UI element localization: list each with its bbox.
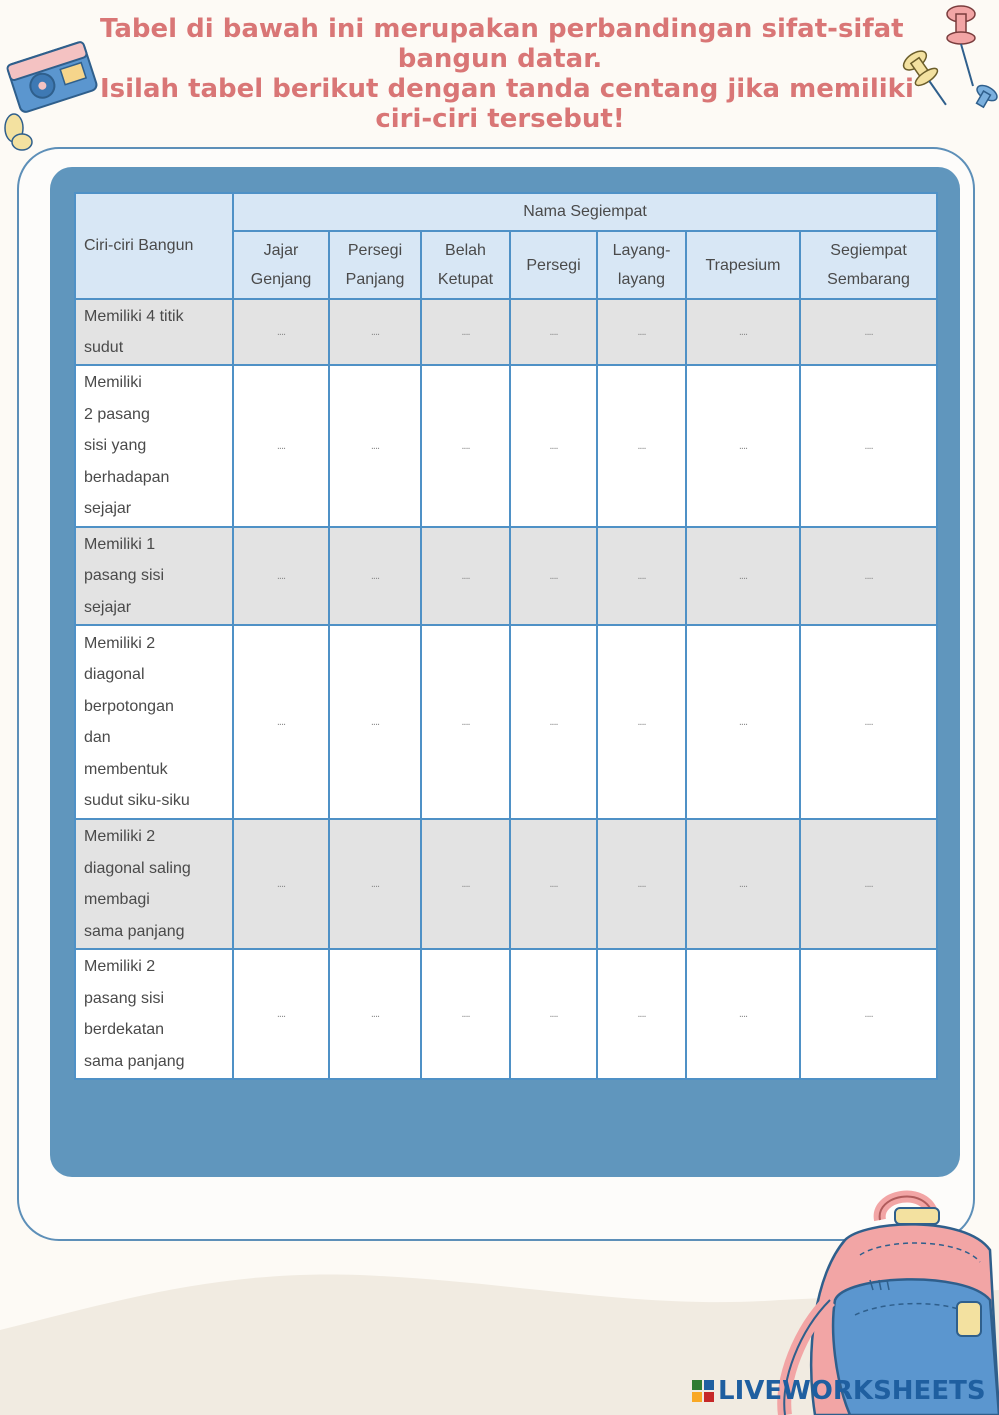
check-cell[interactable]: .... [329,625,421,819]
column-header [421,231,510,299]
feature-label-line: sisi yang [84,437,147,455]
table-row [75,625,937,819]
check-cell[interactable]: .... [686,527,800,625]
feature-label [75,365,233,527]
feature-label [75,625,233,819]
feature-label-line: dan [84,729,111,746]
feature-label [75,299,233,365]
column-header [233,231,329,299]
check-cell[interactable]: .... [421,365,510,527]
check-cell[interactable]: .... [510,625,597,819]
feature-label [75,949,233,1079]
check-cell[interactable]: .... [597,625,686,819]
check-cell[interactable]: .... [800,625,937,819]
feature-label-line: diagonal [84,666,145,683]
liveworksheets-mark-icon [692,1380,714,1402]
check-cell[interactable]: .... [800,949,937,1079]
feature-label-line: sama panjang [84,922,185,940]
liveworksheets-brand: LIVEWORKSHEETS [718,1376,986,1406]
feature-label-line: sudut siku-siku [84,792,190,809]
check-cell[interactable]: .... [233,527,329,625]
feature-label-line: diagonal saling [84,859,191,877]
table-row [75,365,937,527]
check-cell[interactable]: .... [233,365,329,527]
feature-label-line: Memiliki 2 [84,828,156,845]
feature-label-line: Memiliki 2 [84,958,156,975]
instructions-title [100,14,914,134]
column-header [800,231,937,299]
table-row [75,949,937,1079]
push-pin-icon [895,0,999,130]
check-cell[interactable]: .... [233,299,329,365]
check-cell[interactable]: .... [800,299,937,365]
column-header-line: Belah [445,242,486,259]
check-cell[interactable]: .... [233,625,329,819]
check-cell[interactable]: .... [421,819,510,949]
check-cell[interactable]: .... [597,365,686,527]
check-cell[interactable]: .... [510,949,597,1079]
feature-label-line: sama panjang [84,1052,185,1070]
group-header: Nama Segiempat [233,193,937,231]
instructions-line-4: ciri-ciri tersebut! [375,104,625,134]
feature-label [75,819,233,949]
check-cell[interactable]: .... [800,819,937,949]
check-cell[interactable]: .... [421,625,510,819]
check-cell[interactable]: .... [597,819,686,949]
table-row [75,819,937,949]
check-cell[interactable]: .... [233,949,329,1079]
instructions-line-2: bangun datar. [397,44,603,74]
corner-header: Ciri-ciri Bangun [75,193,233,299]
feature-label-line: pasang sisi [84,989,165,1007]
check-cell[interactable]: .... [421,949,510,1079]
column-header-line: Persegi [347,242,403,259]
check-cell[interactable]: .... [597,299,686,365]
feature-label [75,527,233,625]
feature-label-line: Memiliki 4 titik [84,307,184,325]
table-row [75,299,937,365]
column-header-line: Segiempat [830,242,907,259]
check-cell[interactable]: .... [233,819,329,949]
feature-label-line: pasang sisi [84,567,165,585]
check-cell[interactable]: .... [421,299,510,365]
check-cell[interactable]: .... [686,819,800,949]
column-header-line: Genjang [250,271,312,288]
check-cell[interactable]: .... [686,365,800,527]
feature-label-line: membagi [84,891,150,908]
column-header-line: Panjang [345,271,405,288]
feature-label-line: Memiliki 1 [84,535,156,553]
check-cell[interactable]: .... [510,365,597,527]
column-header-line: Sembarang [827,271,910,288]
column-header-line: Persegi [526,256,581,274]
table-row [75,527,937,625]
check-cell[interactable]: .... [510,527,597,625]
column-header [686,231,800,299]
feature-label-line: sejajar [84,598,132,616]
check-cell[interactable]: .... [329,527,421,625]
feature-label-line: sudut [84,339,124,356]
check-cell[interactable]: .... [800,365,937,527]
check-cell[interactable]: .... [329,819,421,949]
column-header-line: layang [617,271,666,288]
check-cell[interactable]: .... [800,527,937,625]
feature-label-line: 2 pasang [84,405,150,423]
column-header-line: Trapesium [705,256,781,274]
feature-label-line: berpotongan [84,697,174,715]
check-cell[interactable]: .... [510,819,597,949]
check-cell[interactable]: .... [597,527,686,625]
column-header-line: Ketupat [437,271,494,288]
feature-label-line: berhadapan [84,468,170,486]
check-cell[interactable]: .... [329,949,421,1079]
check-cell[interactable]: .... [510,299,597,365]
check-cell[interactable]: .... [329,365,421,527]
check-cell[interactable]: .... [686,949,800,1079]
column-header [510,231,597,299]
column-header [329,231,421,299]
feature-label-line: Memiliki [84,374,142,392]
check-cell[interactable]: .... [421,527,510,625]
column-header-line: Jajar [263,242,299,259]
sharpener-icon [0,22,105,117]
feature-label-line: berdekatan [84,1021,165,1038]
instructions-line-1: Tabel di bawah ini merupakan perbandingan sifat-sifat [100,14,904,44]
feature-label-line: membentuk [84,760,168,778]
liveworksheets-logo [692,1376,986,1406]
check-cell[interactable]: .... [329,299,421,365]
column-header [597,231,686,299]
comparison-table [74,192,938,1080]
instructions-line-3: Isilah tabel berikut dengan tanda centang jika memiliki [100,74,914,104]
column-header-line: Layang- [612,242,671,259]
feature-label-line: sejajar [84,500,132,518]
feature-label-line: Memiliki 2 [84,634,156,652]
check-cell[interactable]: .... [686,625,800,819]
check-cell[interactable]: .... [686,299,800,365]
check-cell[interactable]: .... [597,949,686,1079]
